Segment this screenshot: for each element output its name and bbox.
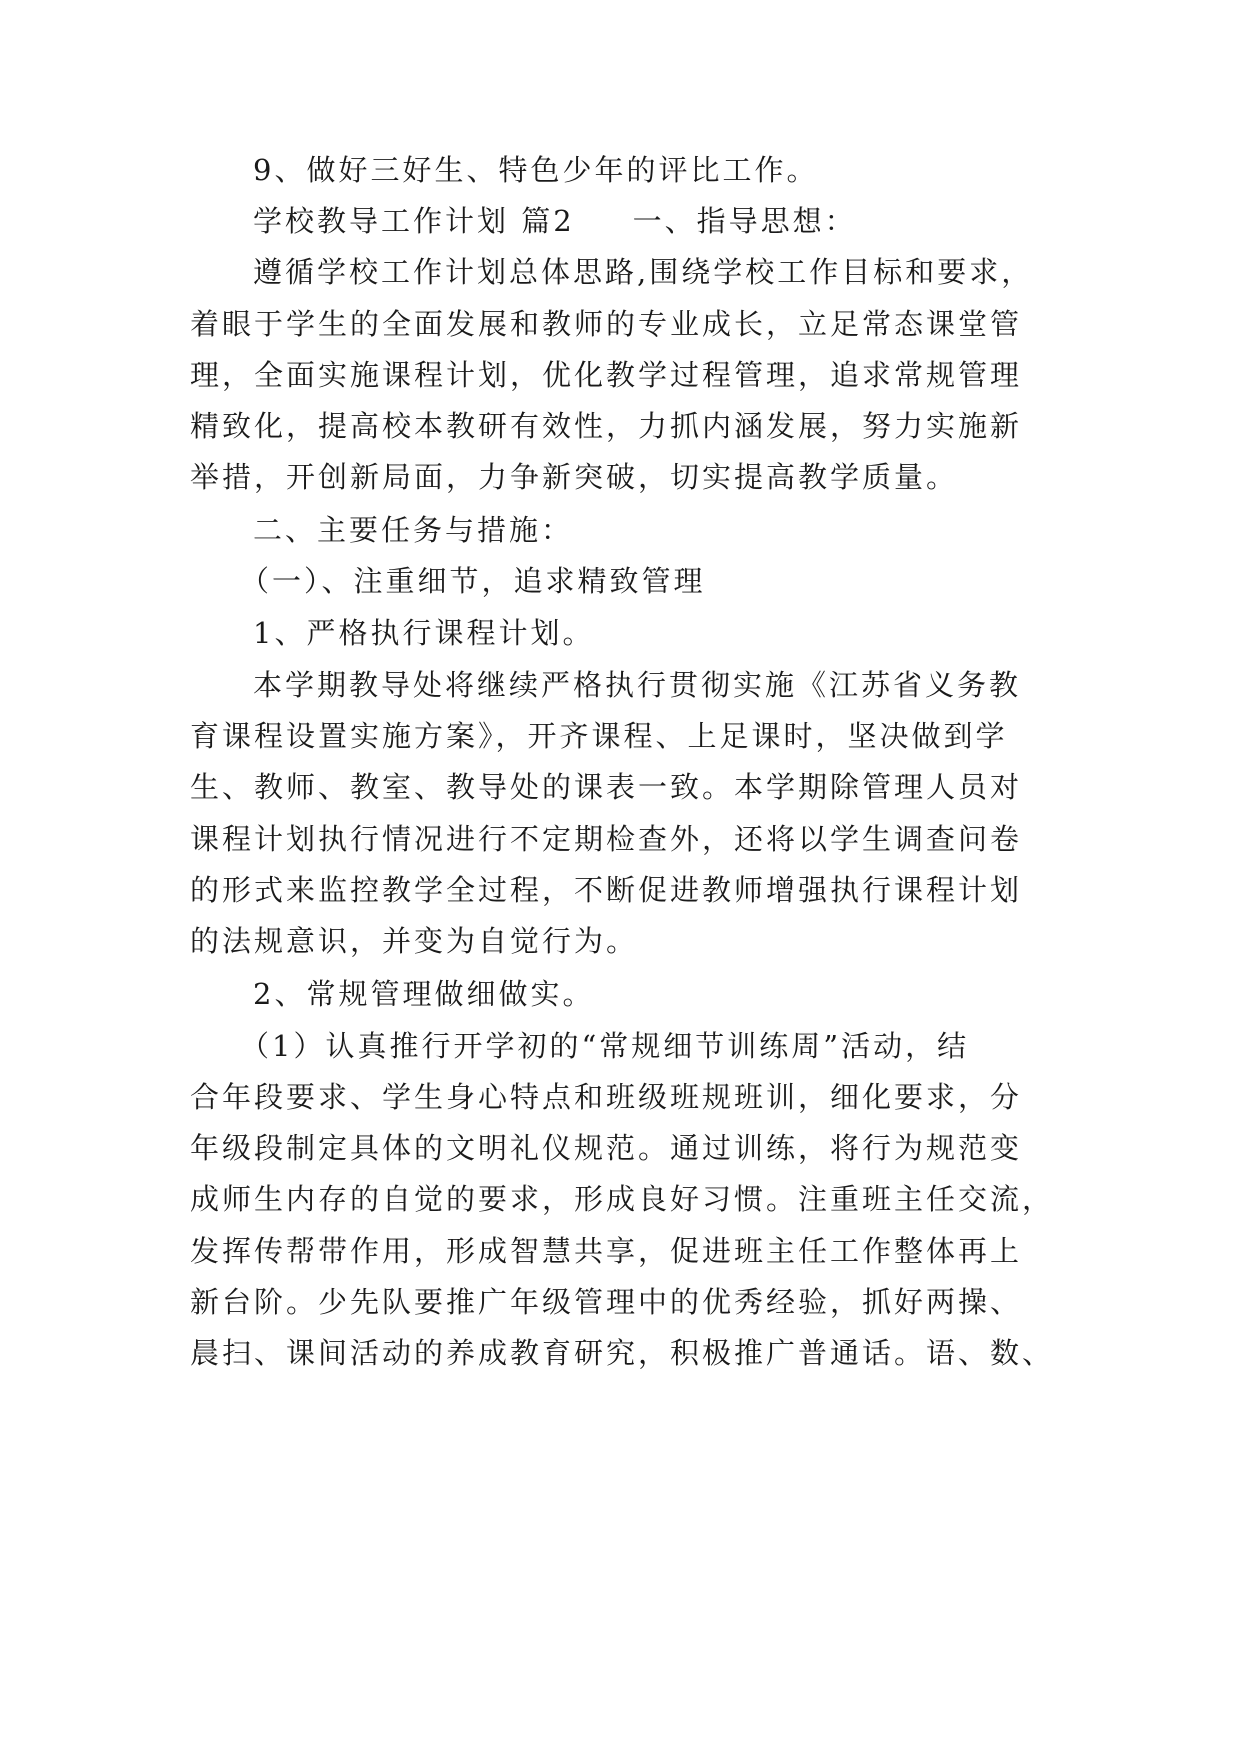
text-line: 晨扫、课间活动的养成教育研究，积极推广普通话。语、数、: [190, 1336, 1055, 1370]
section-heading: 一、指导思想：: [632, 204, 857, 238]
subsection-heading: （一）、注重细节，追求精致管理: [240, 564, 706, 598]
text-line: 的形式来监控教学全过程，不断促进教师增强执行课程计划: [190, 873, 1023, 907]
text-line: 理，全面实施课程计划，优化教学过程管理，追求常规管理: [190, 358, 1023, 392]
text-line: 成师生内存的自觉的要求，形成良好习惯。注重班主任交流，: [190, 1182, 1055, 1216]
text-line: 9、做好三好生、特色少年的评比工作。: [253, 153, 819, 187]
text-line: 的法规意识，并变为自觉行为。: [190, 924, 639, 958]
text-line: 育课程设置实施方案》，开齐课程、上足课时，坚决做到学: [190, 719, 1008, 753]
text-line: （1）认真推行开学初的“常规细节训练周”活动，结: [240, 1029, 970, 1063]
text-line: 本学期教导处将继续严格执行贯彻实施《江苏省义务教: [253, 668, 1022, 702]
item-heading: 1、严格执行课程计划。: [253, 616, 595, 650]
item-heading: 2、常规管理做细做实。: [253, 977, 595, 1011]
text-line: 课程计划执行情况进行不定期检查外，还将以学生调查问卷: [190, 822, 1023, 856]
text-line: 合年段要求、学生身心特点和班级班规班训，细化要求，分: [190, 1080, 1023, 1114]
text-line: 新台阶。少先队要推广年级管理中的优秀经验，抓好两操、: [190, 1285, 1023, 1319]
text-line: 举措，开创新局面，力争新突破，切实提高教学质量。: [190, 460, 959, 494]
text-line: 年级段制定具体的文明礼仪规范。通过训练，将行为规范变: [190, 1131, 1023, 1165]
text-line: 着眼于学生的全面发展和教师的专业成长，立足常态课堂管: [190, 307, 1023, 341]
text-line: 发挥传帮带作用，形成智慧共享，促进班主任工作整体再上: [190, 1234, 1023, 1268]
text-line: 生、教师、教室、教导处的课表一致。本学期除管理人员对: [190, 770, 1023, 804]
text-line: 遵循学校工作计划总体思路,围绕学校工作目标和要求，: [253, 255, 1034, 289]
article-title: 学校教导工作计划 篇2: [253, 204, 575, 238]
text-line: 精致化，提高校本教研有效性，力抓内涵发展，努力实施新: [190, 409, 1023, 443]
section-heading: 二、主要任务与措施：: [253, 513, 574, 547]
heading-line: [253, 201, 857, 241]
